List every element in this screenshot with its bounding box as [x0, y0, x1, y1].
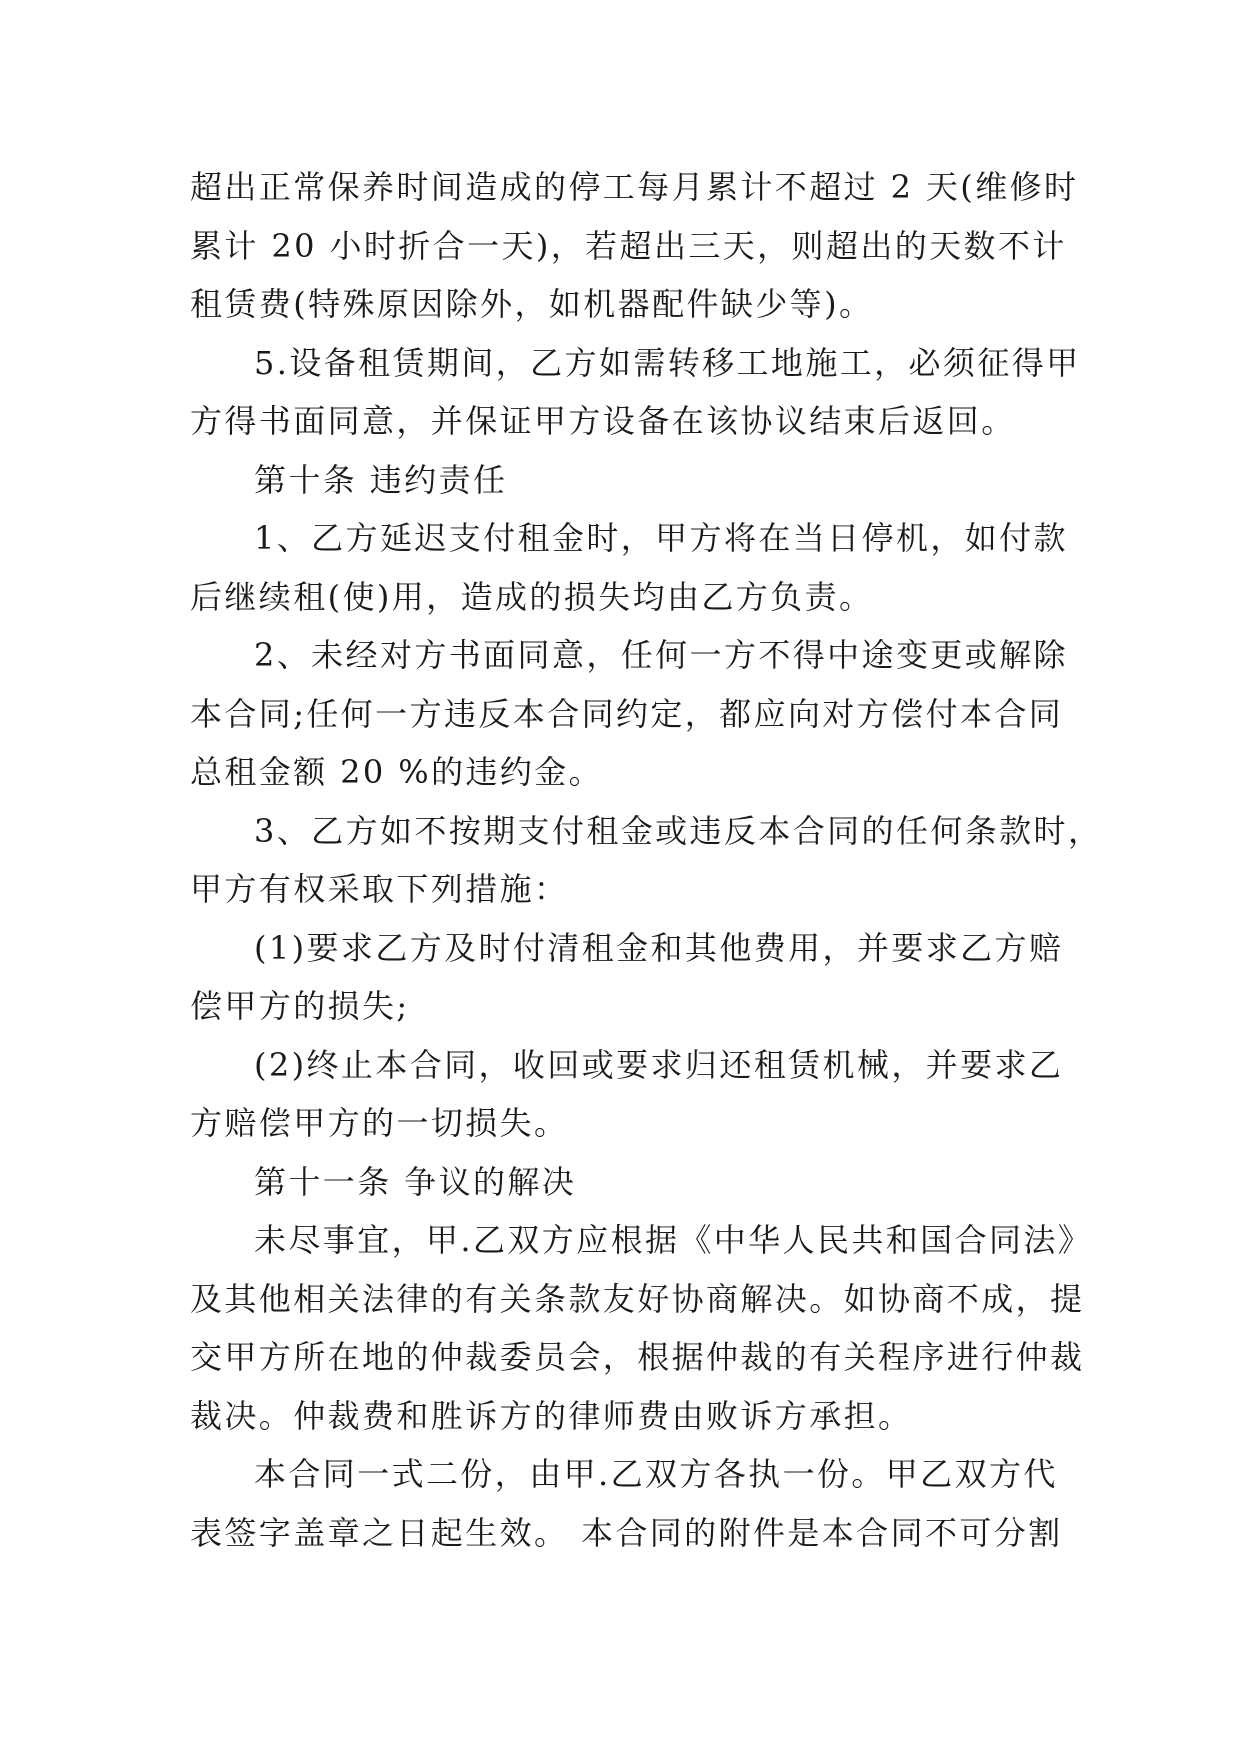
text-line: 方赔偿甲方的一切损失。	[190, 1104, 569, 1142]
text-line: 3、乙方如不按期支付租金或违反本合同的任何条款时，	[254, 811, 1103, 850]
text-line: 裁决。仲裁费和胜诉方的律师费由败诉方承担。	[190, 1396, 913, 1435]
text-line: 租赁费(特殊原因除外，如机器配件缺少等)。	[190, 285, 874, 323]
text-line: 本合同;任何一方违反本合同约定，都应向对方偿付本合同	[190, 694, 1064, 733]
text-line: 偿甲方的损失;	[190, 987, 410, 1025]
text-line: 及其他相关法律的有关条款友好协商解决。如协商不成，提	[190, 1279, 1085, 1318]
text-line: 2、未经对方书面同意，任何一方不得中途变更或解除	[254, 636, 1068, 674]
text-line: 甲方有权采取下列措施：	[190, 870, 569, 908]
section-heading: 第十条 违约责任	[254, 460, 508, 499]
document-body	[190, 158, 1103, 1562]
text-line: (1)要求乙方及时付清租金和其他费用，并要求乙方赔	[254, 928, 1064, 967]
text-line: 1、乙方延迟支付租金时，甲方将在当日停机，如付款	[254, 519, 1068, 557]
text-line: 后继续租(使)用，造成的损失均由乙方负责。	[190, 577, 874, 616]
text-line: (2)终止本合同，收回或要求归还租赁机械，并要求乙	[254, 1045, 1064, 1084]
text-line: 交甲方所在地的仲裁委员会，根据仲裁的有关程序进行仲裁	[190, 1338, 1085, 1376]
text-line: 累计 20 小时折合一天)，若超出三天，则超出的天数不计	[190, 226, 1067, 265]
text-line: 表签字盖章之日起生效。 本合同的附件是本合同不可分割	[190, 1513, 1063, 1552]
text-line: 总租金额 20 %的违约金。	[190, 753, 604, 791]
text-line: 本合同一式二份，由甲.乙双方各执一份。甲乙双方代	[254, 1455, 1058, 1493]
text-line: 方得书面同意，并保证甲方设备在该协议结束后返回。	[190, 402, 1016, 440]
section-heading: 第十一条 争议的解决	[254, 1162, 577, 1201]
text-line: 超出正常保养时间造成的停工每月累计不超过 2 天(维修时	[190, 168, 1079, 206]
text-line: 未尽事宜，甲.乙双方应根据《中华人民共和国合同法》	[254, 1221, 1093, 1259]
text-line: 5.设备租赁期间，乙方如需转移工地施工，必须征得甲	[254, 343, 1081, 382]
